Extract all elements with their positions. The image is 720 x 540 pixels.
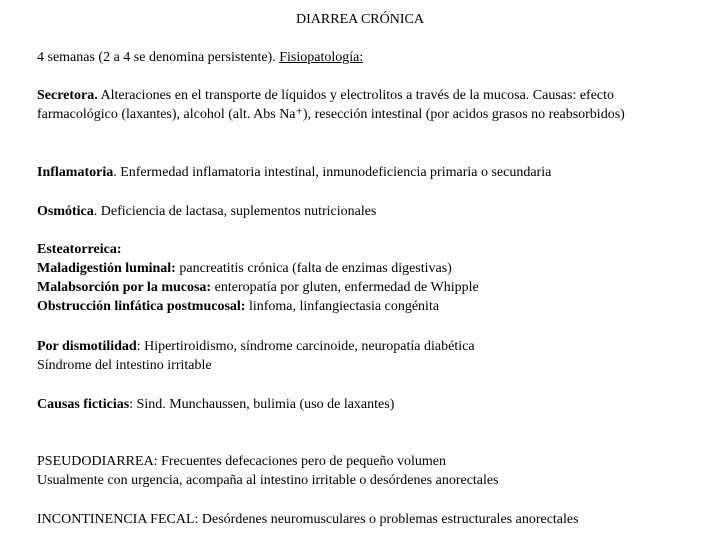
item-label: Obstrucción linfática postmucosal: [37,299,246,314]
item-text: pancreatitis crónica (falta de enzimas digestivas) [175,261,452,276]
list-item [37,278,687,297]
esteatorreica-label: Esteatorreica: [37,242,122,257]
inflamatoria-paragraph [37,163,687,182]
item-label: Malabsorción por la mucosa: [37,280,212,295]
ficticias-label: Causas ficticias [37,397,130,412]
intro-paragraph [37,48,687,67]
item-label: Maladigestión luminal: [37,261,176,276]
ficticias-text: : Sind. Munchaussen, bulimia (uso de laxantes) [129,397,395,412]
secretora-text: Alteraciones en el transporte de líquidos y electrolitos a través de la mucosa. Causas: efecto farmacológico (laxantes), alcohol (alt. Abs Na⁺), resección intestinal (por acidos grasos no reabsorbidos) [37,88,625,122]
fisiopatologia-heading: Fisiopatología: [279,50,364,65]
intro-text: 4 semanas (2 a 4 se denomina persistente). [37,50,280,65]
dismotilidad-label: Por dismotilidad [37,339,137,354]
inflamatoria-label: Inflamatoria [37,165,114,180]
osmotica-label: Osmótica [37,204,94,219]
secretora-paragraph [37,86,667,124]
page-title: DIARREA CRÓNICA [296,12,424,27]
ficticias-paragraph [37,395,687,414]
secretora-label: Secretora. [37,88,98,103]
osmotica-paragraph [37,202,687,221]
pseudodiarrea-line1: PSEUDODIARREA: Frecuentes defecaciones pero de pequeño volumen [37,454,447,469]
list-item [37,297,687,316]
incontinencia-text: INCONTINENCIA FECAL: Desórdenes neuromusculares o problemas estructurales anorectales [37,512,579,527]
pseudodiarrea-line2: Usualmente con urgencia, acompaña al intestino irritable o desórdenes anorectales [37,473,499,488]
osmotica-text: . Deficiencia de lactasa, suplementos nutricionales [93,204,377,219]
dismotilidad-text: : Hipertiroidismo, síndrome carcinoide, neuropatía diabética [136,339,475,354]
inflamatoria-text: . Enfermedad inflamatoria intestinal, inmunodeficiencia primaria o secundaria [113,165,552,180]
esteatorreica-section [37,240,687,316]
item-text: enteropatía por gluten, enfermedad de Whipple [211,280,479,295]
incontinencia-paragraph [37,510,717,529]
item-text: linfoma, linfangiectasia congénita [245,299,440,314]
dismotilidad-line2: Síndrome del intestino irritable [37,358,212,373]
pseudodiarrea-section [37,452,687,490]
list-item [37,259,687,278]
dismotilidad-section [37,337,687,375]
